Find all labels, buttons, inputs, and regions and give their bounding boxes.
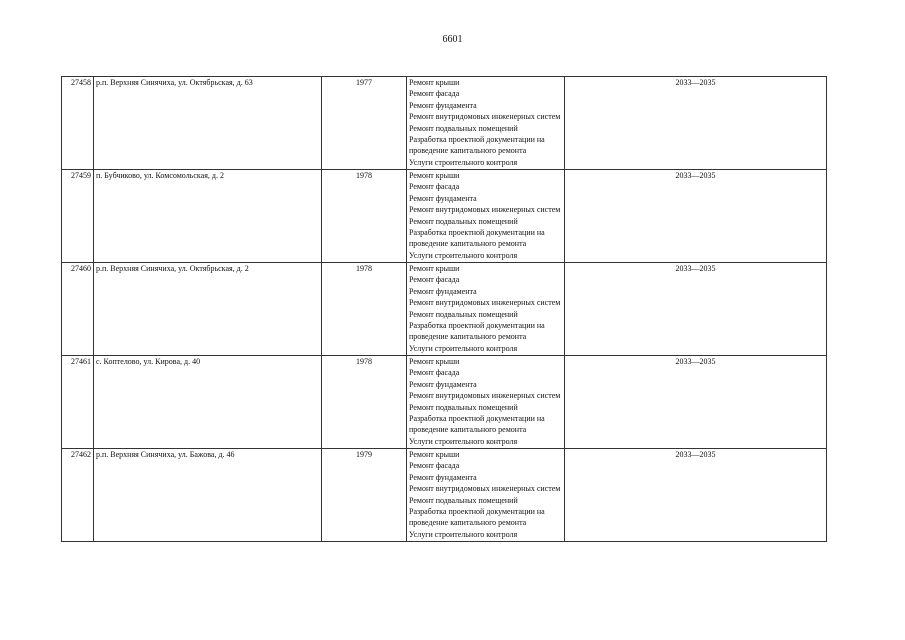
- page-number: 6601: [442, 34, 463, 45]
- row-number: 27460: [62, 263, 94, 356]
- work-item: Услуги строительного контроля: [409, 343, 518, 353]
- address-cell: р.п. Верхняя Синячиха, ул. Октябрьская, д. 2: [94, 263, 322, 356]
- row-number: 27462: [62, 449, 94, 542]
- work-item: проведение капитального ремонта: [409, 332, 527, 342]
- work-item: Ремонт внутридомовых инженерных систем: [409, 112, 561, 122]
- address-cell: р.п. Верхняя Синячиха, ул. Октябрьская, д. 63: [94, 77, 322, 170]
- period-cell: 2033—2035: [565, 263, 827, 356]
- work-item: Услуги строительного контроля: [409, 250, 518, 260]
- table-row: [62, 263, 827, 356]
- construction-year-cell: 1978: [322, 170, 407, 263]
- work-item: Ремонт фундамента: [409, 100, 477, 110]
- row-number: 27461: [62, 356, 94, 449]
- work-item: Ремонт фасада: [409, 368, 460, 378]
- work-item: Ремонт крыши: [409, 357, 460, 366]
- work-item: Ремонт фундамента: [409, 472, 477, 482]
- work-item: Ремонт подвальных помещений: [409, 216, 518, 226]
- work-item: Ремонт крыши: [409, 171, 460, 180]
- row-number: 27459: [62, 170, 94, 263]
- work-item: проведение капитального ремонта: [409, 239, 527, 249]
- table-row: [62, 356, 827, 449]
- address-cell: с. Коптелово, ул. Кирова, д. 40: [94, 356, 322, 449]
- table-row: [62, 449, 827, 542]
- construction-year-cell: 1978: [322, 263, 407, 356]
- works-list-cell: [407, 356, 565, 449]
- period-cell: 2033—2035: [565, 170, 827, 263]
- work-item: Ремонт подвальных помещений: [409, 123, 518, 133]
- address-cell: р.п. Верхняя Синячиха, ул. Бажова, д. 46: [94, 449, 322, 542]
- work-item: Ремонт внутридомовых инженерных систем: [409, 298, 561, 308]
- work-item: Услуги строительного контроля: [409, 157, 518, 167]
- period-cell: 2033—2035: [565, 356, 827, 449]
- construction-year-cell: 1978: [322, 356, 407, 449]
- work-item: Ремонт фасада: [409, 182, 460, 192]
- work-item: Разработка проектной документации на: [409, 321, 545, 331]
- work-item: Разработка проектной документации на: [409, 414, 545, 424]
- work-item: Ремонт фундамента: [409, 286, 477, 296]
- housing-repair-table: [61, 76, 827, 542]
- table-row: [62, 170, 827, 263]
- work-item: Услуги строительного контроля: [409, 529, 518, 539]
- work-item: Ремонт подвальных помещений: [409, 495, 518, 505]
- work-item: Ремонт фасада: [409, 275, 460, 285]
- works-list-cell: [407, 170, 565, 263]
- work-item: Ремонт крыши: [409, 78, 460, 87]
- work-item: Разработка проектной документации на: [409, 507, 545, 517]
- work-item: Ремонт крыши: [409, 264, 460, 273]
- work-item: Ремонт фасада: [409, 461, 460, 471]
- works-list-cell: [407, 449, 565, 542]
- work-item: проведение капитального ремонта: [409, 518, 527, 528]
- work-item: Ремонт внутридомовых инженерных систем: [409, 391, 561, 401]
- works-list-cell: [407, 77, 565, 170]
- work-item: Ремонт внутридомовых инженерных систем: [409, 205, 561, 215]
- construction-year-cell: 1979: [322, 449, 407, 542]
- work-item: проведение капитального ремонта: [409, 425, 527, 435]
- address-cell: п. Бубчиково, ул. Комсомольская, д. 2: [94, 170, 322, 263]
- table-body: [62, 77, 827, 542]
- table-row: [62, 77, 827, 170]
- work-item: проведение капитального ремонта: [409, 146, 527, 156]
- period-cell: 2033—2035: [565, 449, 827, 542]
- works-list-cell: [407, 263, 565, 356]
- work-item: Ремонт фасада: [409, 89, 460, 99]
- row-number: 27458: [62, 77, 94, 170]
- work-item: Ремонт фундамента: [409, 193, 477, 203]
- work-item: Услуги строительного контроля: [409, 436, 518, 446]
- work-item: Ремонт фундамента: [409, 379, 477, 389]
- work-item: Ремонт подвальных помещений: [409, 309, 518, 319]
- work-item: Ремонт крыши: [409, 450, 460, 459]
- construction-year-cell: 1977: [322, 77, 407, 170]
- work-item: Разработка проектной документации на: [409, 135, 545, 145]
- work-item: Ремонт внутридомовых инженерных систем: [409, 484, 561, 494]
- work-item: Ремонт подвальных помещений: [409, 402, 518, 412]
- period-cell: 2033—2035: [565, 77, 827, 170]
- work-item: Разработка проектной документации на: [409, 228, 545, 238]
